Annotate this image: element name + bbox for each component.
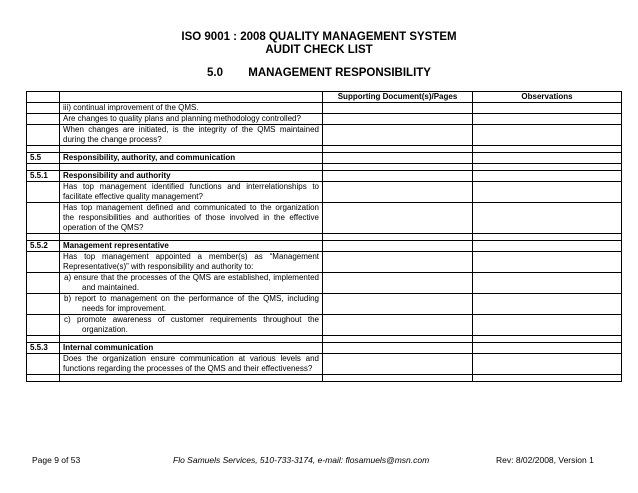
table-row bbox=[27, 273, 622, 294]
table-row bbox=[27, 125, 622, 146]
clause-number: 5.5.3 bbox=[27, 343, 60, 354]
table-row bbox=[27, 354, 622, 375]
document-title: ISO 9001 : 2008 QUALITY MANAGEMENT SYSTEM bbox=[181, 31, 457, 43]
question-text: Has top management appointed a member(s) as “Management Representative(s)” with responsibility and authority to: bbox=[60, 252, 323, 273]
spacer-row bbox=[27, 375, 622, 382]
docs-cell[interactable] bbox=[323, 241, 473, 252]
clause-title: Responsibility, authority, and communication bbox=[60, 153, 323, 164]
table-row bbox=[27, 114, 622, 125]
header-question-cell bbox=[60, 92, 323, 103]
clause-row bbox=[27, 241, 622, 252]
question-text: b) report to management on the performance of the QMS, including needs for improvement. bbox=[60, 294, 323, 315]
table-row bbox=[27, 315, 622, 336]
clause-row bbox=[27, 153, 622, 164]
observations-cell[interactable] bbox=[473, 203, 622, 234]
observations-cell[interactable] bbox=[473, 125, 622, 146]
header-clause-cell bbox=[27, 92, 60, 103]
observations-cell[interactable] bbox=[473, 103, 622, 114]
clause-number: 5.5.1 bbox=[27, 171, 60, 182]
section-title: MANAGEMENT RESPONSIBILITY bbox=[248, 67, 431, 79]
docs-cell[interactable] bbox=[323, 153, 473, 164]
clause-title: Management representative bbox=[60, 241, 323, 252]
question-text: Does the organization ensure communication at various levels and functions regarding the processes of the QMS and their effectiveness? bbox=[60, 354, 323, 375]
docs-cell[interactable] bbox=[323, 343, 473, 354]
docs-cell[interactable] bbox=[323, 114, 473, 125]
observations-cell[interactable] bbox=[473, 294, 622, 315]
observations-cell[interactable] bbox=[473, 273, 622, 294]
clause-row bbox=[27, 343, 622, 354]
footer-revision: Rev: 8/02/2008, Version 1 bbox=[496, 455, 594, 465]
section-heading bbox=[0, 67, 638, 79]
table-row bbox=[27, 252, 622, 273]
question-text: iii) continual improvement of the QMS. bbox=[60, 103, 323, 114]
docs-cell[interactable] bbox=[323, 103, 473, 114]
docs-cell[interactable] bbox=[323, 203, 473, 234]
spacer-row bbox=[27, 336, 622, 343]
table-header-row bbox=[27, 92, 622, 103]
observations-cell[interactable] bbox=[473, 182, 622, 203]
spacer-row bbox=[27, 234, 622, 241]
observations-cell[interactable] bbox=[473, 114, 622, 125]
question-text: a) ensure that the processes of the QMS are established, implemented and maintained. bbox=[60, 273, 323, 294]
footer-page-number: Page 9 of 53 bbox=[32, 455, 81, 465]
question-text: Has top management defined and communicated to the organization the responsibilities and authorities of those involved in the effective operation of the QMS? bbox=[60, 203, 323, 234]
spacer-row bbox=[27, 164, 622, 171]
question-text: Are changes to quality plans and planning methodology controlled? bbox=[60, 114, 323, 125]
clause-number: 5.5 bbox=[27, 153, 60, 164]
footer-company: Flo Samuels Services, 510-733-3174, e-mail: flosamuels@msn.com bbox=[173, 455, 430, 465]
docs-cell[interactable] bbox=[323, 354, 473, 375]
document-subtitle: AUDIT CHECK LIST bbox=[265, 44, 373, 56]
spacer-row bbox=[27, 146, 622, 153]
table-row bbox=[27, 103, 622, 114]
question-text: c) promote awareness of customer requirements throughout the organization. bbox=[60, 315, 323, 336]
clause-title: Responsibility and authority bbox=[60, 171, 323, 182]
clause-number: 5.5.2 bbox=[27, 241, 60, 252]
observations-cell[interactable] bbox=[473, 252, 622, 273]
docs-cell[interactable] bbox=[323, 125, 473, 146]
observations-cell[interactable] bbox=[473, 241, 622, 252]
docs-cell[interactable] bbox=[323, 171, 473, 182]
docs-cell[interactable] bbox=[323, 182, 473, 203]
observations-cell[interactable] bbox=[473, 171, 622, 182]
table-row bbox=[27, 294, 622, 315]
table-row bbox=[27, 203, 622, 234]
table-row bbox=[27, 182, 622, 203]
docs-cell[interactable] bbox=[323, 294, 473, 315]
audit-checklist-table bbox=[26, 91, 622, 382]
question-text: When changes are initiated, is the integrity of the QMS maintained during the change process? bbox=[60, 125, 323, 146]
question-text: Has top management identified functions and interrelationships to facilitate effective quality management? bbox=[60, 182, 323, 203]
observations-cell[interactable] bbox=[473, 343, 622, 354]
header-supporting-docs: Supporting Document(s)/Pages bbox=[323, 92, 473, 103]
observations-cell[interactable] bbox=[473, 315, 622, 336]
clause-title: Internal communication bbox=[60, 343, 323, 354]
header-observations: Observations bbox=[473, 92, 622, 103]
clause-row bbox=[27, 171, 622, 182]
observations-cell[interactable] bbox=[473, 153, 622, 164]
docs-cell[interactable] bbox=[323, 252, 473, 273]
section-number: 5.0 bbox=[207, 67, 224, 79]
observations-cell[interactable] bbox=[473, 354, 622, 375]
docs-cell[interactable] bbox=[323, 315, 473, 336]
docs-cell[interactable] bbox=[323, 273, 473, 294]
